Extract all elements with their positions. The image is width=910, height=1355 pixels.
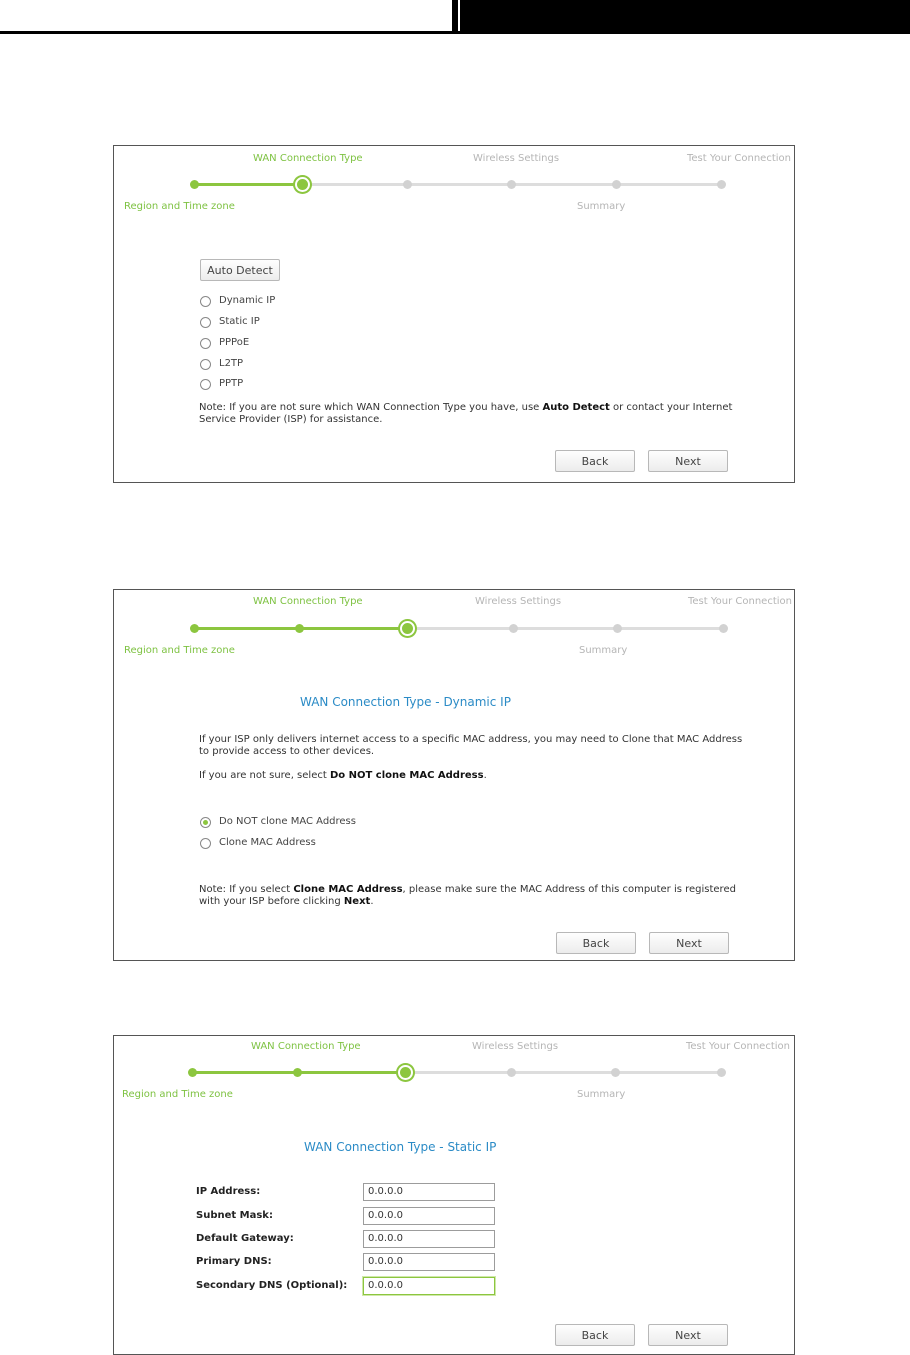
radio-circle[interactable] — [200, 379, 211, 390]
step-dot-current — [295, 177, 310, 192]
step-region-time-zone: Region and Time zone — [122, 1089, 233, 1100]
step-test-connection: Test Your Connection — [687, 153, 791, 164]
secondary-dns-input[interactable]: 0.0.0.0 — [363, 1277, 495, 1295]
radio-circle[interactable] — [200, 296, 211, 307]
next-button[interactable]: Next — [648, 1324, 728, 1346]
step-dot-6 — [717, 1068, 726, 1077]
step-dot-6 — [719, 624, 728, 633]
header-rule — [0, 31, 452, 34]
progress-done — [194, 183, 302, 186]
page-title: WAN Connection Type - Dynamic IP — [300, 695, 511, 709]
next-button[interactable]: Next — [648, 450, 728, 472]
step-dot-4 — [509, 624, 518, 633]
step-region-time-zone: Region and Time zone — [124, 645, 235, 656]
clone-mac-description: If your ISP only delivers internet access to a specific MAC address, you may need to Clone that MAC Address to provide access to other devices. — [199, 734, 743, 757]
step-dot-2 — [295, 624, 304, 633]
header-bar — [452, 0, 910, 34]
step-wan-connection-type: WAN Connection Type — [253, 596, 363, 607]
page-title: WAN Connection Type - Static IP — [304, 1140, 497, 1154]
step-dot-4 — [507, 1068, 516, 1077]
subnet-mask-label: Subnet Mask: — [196, 1210, 273, 1221]
static-ip-panel — [113, 1035, 795, 1355]
secondary-dns-label: Secondary DNS (Optional): — [196, 1280, 348, 1291]
step-summary: Summary — [577, 201, 626, 212]
back-button[interactable]: Back — [555, 1324, 635, 1346]
step-wireless-settings: Wireless Settings — [475, 596, 562, 607]
clone-mac-hint: If you are not sure, select Do NOT clone MAC Address. — [199, 770, 487, 781]
back-button[interactable]: Back — [555, 450, 635, 472]
default-gateway-input[interactable]: 0.0.0.0 — [363, 1230, 495, 1248]
step-region-time-zone: Region and Time zone — [124, 201, 235, 212]
step-test-connection: Test Your Connection — [686, 1041, 790, 1052]
primary-dns-input[interactable]: 0.0.0.0 — [363, 1253, 495, 1271]
ip-address-label: IP Address: — [196, 1186, 261, 1197]
primary-dns-label: Primary DNS: — [196, 1256, 272, 1267]
default-gateway-label: Default Gateway: — [196, 1233, 294, 1244]
step-wan-connection-type: WAN Connection Type — [251, 1041, 361, 1052]
step-test-connection: Test Your Connection — [688, 596, 792, 607]
step-dot-1 — [190, 624, 199, 633]
next-button[interactable]: Next — [649, 932, 729, 954]
step-dot-current — [398, 1065, 413, 1080]
step-wireless-settings: Wireless Settings — [473, 153, 560, 164]
step-dot-6 — [717, 180, 726, 189]
subnet-mask-input[interactable]: 0.0.0.0 — [363, 1207, 495, 1225]
progress-remaining — [405, 1071, 723, 1074]
step-dot-3 — [403, 180, 412, 189]
radio-circle[interactable] — [200, 838, 211, 849]
step-dot-2 — [293, 1068, 302, 1077]
clone-mac-note: Note: If you select Clone MAC Address, please make sure the MAC Address of this computer is registered with your ISP before clicking Next. — [199, 884, 736, 907]
back-button[interactable]: Back — [556, 932, 636, 954]
step-summary: Summary — [577, 1089, 626, 1100]
wan-type-panel: WAN Connection Type Wireless Settings Test Your Connection Region and Time zone Summary Auto Detect Dynamic IP Static IP PPPoE L2TP PPTP Note: If you are not sure which WAN Connection Type you have, use Auto Detect or contact your Internet Service Provider (ISP) for assistance. Back Next — [113, 145, 795, 483]
radio-circle[interactable] — [200, 359, 211, 370]
step-dot-1 — [188, 1068, 197, 1077]
ip-address-input[interactable]: 0.0.0.0 — [363, 1183, 495, 1201]
step-dot-current — [400, 621, 415, 636]
radio-circle[interactable] — [200, 317, 211, 328]
radio-circle[interactable] — [200, 817, 211, 828]
radio-circle[interactable] — [200, 338, 211, 349]
step-dot-1 — [190, 180, 199, 189]
auto-detect-button[interactable]: Auto Detect — [200, 259, 280, 281]
step-wireless-settings: Wireless Settings — [472, 1041, 559, 1052]
step-dot-4 — [507, 180, 516, 189]
step-dot-5 — [612, 180, 621, 189]
step-wan-connection-type: WAN Connection Type — [253, 153, 363, 164]
step-dot-5 — [613, 624, 622, 633]
dynamic-ip-panel: WAN Connection Type Wireless Settings Test Your Connection Region and Time zone Summary WAN Connection Type - Dynamic IP If your ISP only delivers internet access to a specific MAC address, you may need to Clone that MAC Address to provide access to other devices. If you are not sure, select Do NOT clone MAC Address. Do NOT clone MAC Address Clone MAC Address Note: If you select Clone MAC Address, please make sure the MAC Address of this computer is registered with your ISP before clicking Next. Back Next — [113, 589, 795, 961]
step-summary: Summary — [579, 645, 628, 656]
step-dot-5 — [611, 1068, 620, 1077]
wan-type-note: Note: If you are not sure which WAN Connection Type you have, use Auto Detect or contact your Internet Service Provider (ISP) for assistance. — [199, 402, 733, 425]
progress-remaining — [407, 627, 725, 630]
